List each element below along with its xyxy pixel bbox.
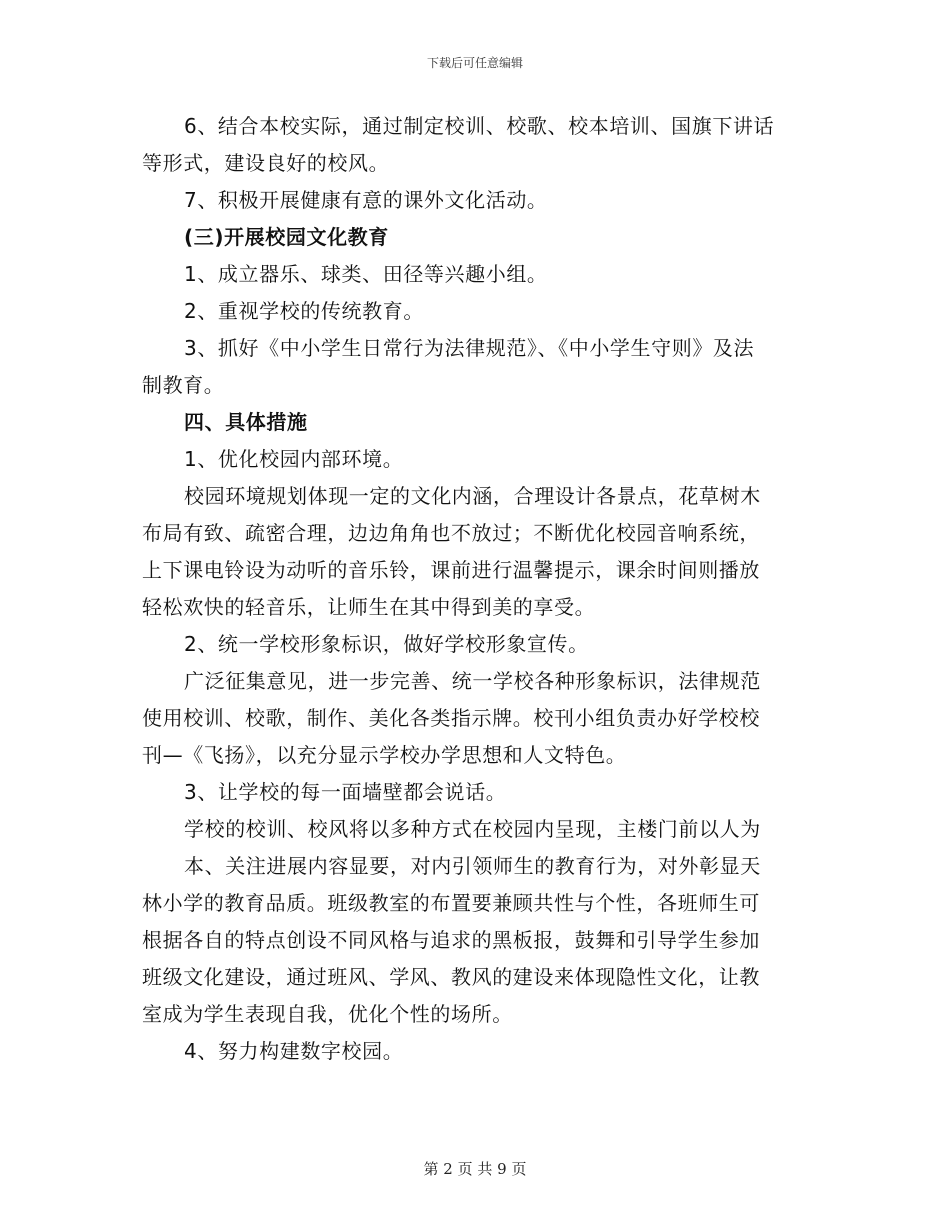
measure-3-title: 3、让学校的每一面墙壁都会说话。 xyxy=(184,780,507,804)
list-item-3-line-1: 3、抓好《中小学生日常行为法律规范》、《中小学生守则》及法 xyxy=(184,336,755,360)
measure-4-title: 4、努力构建数字校园。 xyxy=(184,1039,404,1063)
list-item-3-line-2: 制教育。 xyxy=(142,373,225,397)
document-body xyxy=(142,108,808,1070)
page-header: 下载后可任意编辑 xyxy=(426,56,523,70)
measure-1-title: 1、优化校园内部环境。 xyxy=(184,447,404,471)
list-item-1: 1、成立器乐、球类、田径等兴趣小组。 xyxy=(184,262,548,286)
section-heading-4: 四、具体措施 xyxy=(184,410,308,434)
measure-3-body-line-5: 班级文化建设，通过班风、学风、教风的建设来体现隐性文化，让教 xyxy=(142,965,760,989)
measure-3-body-line-1: 学校的校训、校风将以多种方式在校园内呈现，主楼门前以人为 xyxy=(184,817,761,841)
measure-1-body-line-3: 上下课电铃设为动听的音乐铃，课前进行温馨提示，课余时间则播放 xyxy=(142,558,760,582)
measure-2-title: 2、统一学校形象标识，做好学校形象宣传。 xyxy=(184,632,589,656)
measure-3-body-line-6: 室成为学生表现自我，优化个性的场所。 xyxy=(142,1002,513,1026)
section-heading-3: (三)开展校园文化教育 xyxy=(184,225,389,249)
measure-1-body-line-2: 布局有致、疏密合理，边边角角也不放过；不断优化校园音响系统， xyxy=(142,521,760,545)
measure-2-body-line-1: 广泛征集意见，进一步完善、统一学校各种形象标识，法律规范 xyxy=(184,669,761,693)
measure-2-body-line-2: 使用校训、校歌，制作、美化各类指示牌。校刊小组负责办好学校校 xyxy=(142,706,760,730)
measure-3-body-line-3: 林小学的教育品质。班级教室的布置要兼顾共性与个性，各班师生可 xyxy=(142,891,760,915)
measure-3-body-line-4: 根据各自的特点创设不同风格与追求的黑板报，鼓舞和引导学生参加 xyxy=(142,928,760,952)
measure-1-body-line-4: 轻松欢快的轻音乐，让师生在其中得到美的享受。 xyxy=(142,595,596,619)
page-number: 第 2 页 共 9 页 xyxy=(423,1160,527,1178)
measure-3-body-line-2: 本、关注进展内容显要，对内引领师生的教育行为，对外彰显天 xyxy=(184,854,761,878)
measure-2-body-line-3: 刊—《飞扬》，以充分显示学校办学思想和人文特色。 xyxy=(142,743,627,767)
list-item-2: 2、重视学校的传统教育。 xyxy=(184,299,424,323)
measure-1-body-line-1: 校园环境规划体现一定的文化内涵，合理设计各景点，花草树木 xyxy=(184,484,761,508)
paragraph-item-6-line-2: 等形式，建设良好的校风。 xyxy=(142,151,390,175)
paragraph-item-7: 7、积极开展健康有意的课外文化活动。 xyxy=(184,188,548,212)
paragraph-item-6-line-1: 6、结合本校实际，通过制定校训、校歌、校本培训、国旗下讲话 xyxy=(184,114,775,138)
